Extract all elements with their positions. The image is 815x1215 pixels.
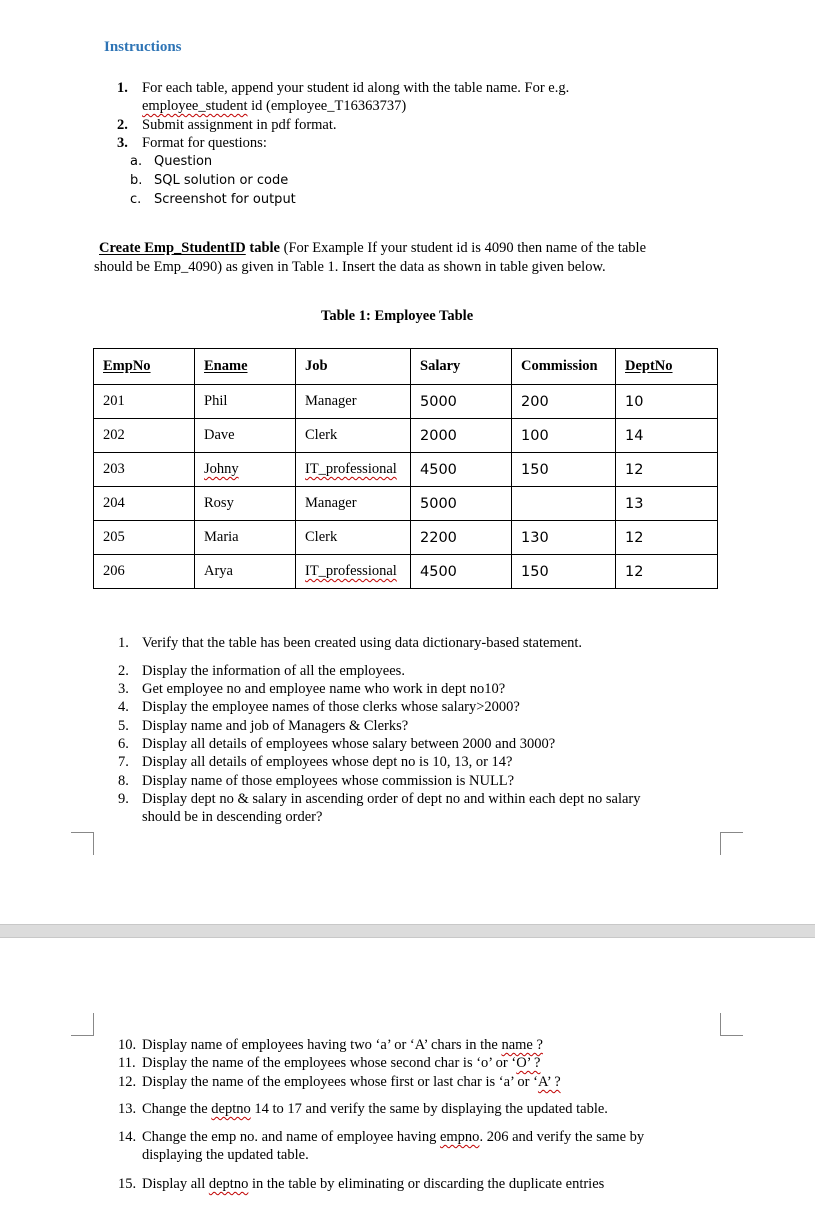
- question-1: Verify that the table has been created using data dictionary-based statement.: [142, 635, 583, 651]
- cell-ename: Rosy: [195, 487, 296, 521]
- header-commission: Commission: [512, 349, 616, 385]
- question-14: Change the emp no. and name of employee having empno. 206 and verify the same by: [142, 1129, 645, 1145]
- question-4: Display the employee names of those clerks whose salary>2000?: [142, 699, 520, 715]
- question-2: Display the information of all the employees.: [142, 663, 405, 679]
- question-num-9: 9.: [118, 791, 129, 807]
- question-num-5: 5.: [118, 718, 129, 734]
- create-table-title: Create Emp_StudentID: [99, 240, 246, 256]
- subitem-letter-c: c.: [130, 192, 142, 207]
- margin-corner-mark: [720, 1013, 743, 1036]
- instruction-num-3: 3.: [117, 135, 128, 151]
- cell-commission: 200: [512, 385, 616, 419]
- question-10: Display name of employees having two ‘a’ or ‘A’ chars in the name ?: [142, 1037, 543, 1053]
- margin-corner-mark: [71, 1013, 94, 1036]
- header-deptno: DeptNo: [616, 349, 718, 385]
- cell-deptno: 13: [616, 487, 718, 521]
- cell-job: Clerk: [296, 419, 411, 453]
- cell-salary: 4500: [411, 453, 512, 487]
- subitem-letter-a: a.: [130, 154, 143, 169]
- question-num-3: 3.: [118, 681, 129, 697]
- spellcheck-word: employee_student: [142, 98, 248, 114]
- cell-deptno: 12: [616, 453, 718, 487]
- question-num-15: 15.: [118, 1176, 137, 1192]
- employee-table: [93, 348, 718, 589]
- cell-salary: 5000: [411, 385, 512, 419]
- instruction-1-line-b: employee_student id (employee_T16363737): [142, 98, 407, 114]
- cell-commission: 130: [512, 521, 616, 555]
- question-3: Get employee no and employee name who work in dept no10?: [142, 681, 506, 697]
- cell-deptno: 12: [616, 521, 718, 555]
- margin-corner-mark: [71, 832, 94, 855]
- cell-salary: 2000: [411, 419, 512, 453]
- question-num-6: 6.: [118, 736, 129, 752]
- cell-job: Clerk: [296, 521, 411, 555]
- instruction-num-2: 2.: [117, 117, 128, 133]
- instruction-2: Submit assignment in pdf format.: [142, 117, 337, 133]
- question-num-8: 8.: [118, 773, 129, 789]
- instruction-3: Format for questions:: [142, 135, 267, 151]
- cell-deptno: 10: [616, 385, 718, 419]
- cell-salary: 2200: [411, 521, 512, 555]
- cell-ename: Maria: [195, 521, 296, 555]
- cell-job: Manager: [296, 385, 411, 419]
- cell-empno: 206: [94, 555, 195, 589]
- question-6: Display all details of employees whose salary between 2000 and 3000?: [142, 736, 556, 752]
- table-row: [94, 385, 718, 419]
- cell-commission: 150: [512, 453, 616, 487]
- cell-job: Manager: [296, 487, 411, 521]
- question-num-12: 12.: [118, 1074, 137, 1090]
- question-9-continued: should be in descending order?: [142, 809, 323, 825]
- cell-commission: 150: [512, 555, 616, 589]
- question-num-13: 13.: [118, 1101, 137, 1117]
- instruction-num-1: 1.: [117, 80, 128, 96]
- cell-ename: Phil: [195, 385, 296, 419]
- table-row: [94, 555, 718, 589]
- question-13: Change the deptno 14 to 17 and verify the same by displaying the updated table.: [142, 1101, 608, 1117]
- cell-ename: Dave: [195, 419, 296, 453]
- header-job: Job: [296, 349, 411, 385]
- subitem-c: Screenshot for output: [154, 192, 296, 207]
- cell-salary: 4500: [411, 555, 512, 589]
- cell-commission: [512, 487, 616, 521]
- header-ename: Ename: [195, 349, 296, 385]
- cell-job: IT_professional: [296, 555, 411, 589]
- cell-commission: 100: [512, 419, 616, 453]
- cell-empno: 204: [94, 487, 195, 521]
- question-14-continued: displaying the updated table.: [142, 1147, 309, 1163]
- table-header-row: [94, 349, 718, 385]
- question-num-7: 7.: [118, 754, 129, 770]
- create-table-line-a: Create Emp_StudentID table (For Example If your student id is 4090 then name of the table: [99, 240, 647, 256]
- cell-salary: 5000: [411, 487, 512, 521]
- subitem-letter-b: b.: [130, 173, 143, 188]
- table-row: [94, 487, 718, 521]
- cell-deptno: 12: [616, 555, 718, 589]
- table-row: [94, 521, 718, 555]
- table-row: [94, 453, 718, 487]
- question-7: Display all details of employees whose dept no is 10, 13, or 14?: [142, 754, 513, 770]
- question-9: Display dept no & salary in ascending order of dept no and within each dept no salary: [142, 791, 641, 807]
- question-num-2: 2.: [118, 663, 129, 679]
- question-num-10: 10.: [118, 1037, 137, 1053]
- question-num-4: 4.: [118, 699, 129, 715]
- question-num-11: 11.: [118, 1055, 136, 1071]
- cell-empno: 202: [94, 419, 195, 453]
- cell-deptno: 14: [616, 419, 718, 453]
- cell-ename: Arya: [195, 555, 296, 589]
- question-5: Display name and job of Managers & Clerks?: [142, 718, 409, 734]
- header-salary: Salary: [411, 349, 512, 385]
- table-caption: Table 1: Employee Table: [321, 308, 474, 324]
- cell-ename: Johny: [195, 453, 296, 487]
- header-empno: EmpNo: [94, 349, 195, 385]
- subitem-b: SQL solution or code: [154, 173, 289, 188]
- instructions-heading: Instructions: [104, 39, 182, 55]
- question-12: Display the name of the employees whose first or last char is ‘a’ or ‘A’ ?: [142, 1074, 561, 1090]
- cell-empno: 203: [94, 453, 195, 487]
- cell-empno: 205: [94, 521, 195, 555]
- cell-empno: 201: [94, 385, 195, 419]
- question-num-14: 14.: [118, 1129, 137, 1145]
- subitem-a: Question: [154, 154, 213, 169]
- create-table-line-b: should be Emp_4090) as given in Table 1. Insert the data as shown in table given below.: [94, 259, 606, 275]
- question-num-1: 1.: [118, 635, 129, 651]
- document-page-2: [0, 938, 815, 1215]
- question-8: Display name of those employees whose commission is NULL?: [142, 773, 515, 789]
- question-15: Display all deptno in the table by eliminating or discarding the duplicate entries: [142, 1176, 605, 1192]
- instruction-1-line-a: For each table, append your student id along with the table name. For e.g.: [142, 80, 570, 96]
- margin-corner-mark: [720, 832, 743, 855]
- page-break-gap: [0, 924, 815, 938]
- cell-job: IT_professional: [296, 453, 411, 487]
- question-11: Display the name of the employees whose second char is ‘o’ or ‘O’ ?: [142, 1055, 541, 1071]
- table-row: [94, 419, 718, 453]
